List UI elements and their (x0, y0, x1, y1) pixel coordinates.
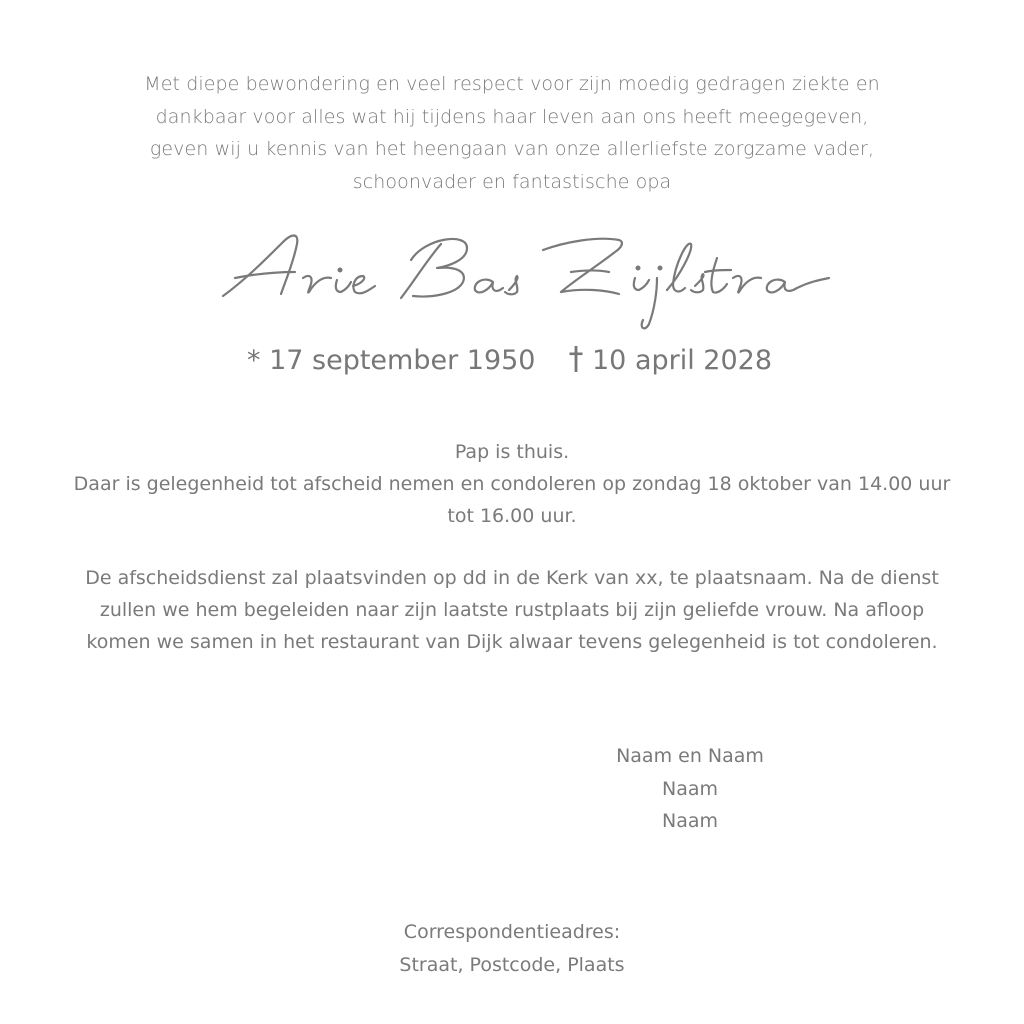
signer-line: Naam (661, 777, 718, 800)
intro-line: geven wij u kennis van het heengaan van onze allerliefste zorgzame vader, (149, 138, 875, 160)
visitation-line: tot 16.00 uur. (447, 505, 577, 527)
correspondence-value: Straat, Postcode, Plaats (399, 953, 625, 976)
intro-line: Met diepe bewondering en veel respect voor zijn moedig gedragen ziekte en (144, 73, 880, 95)
birth-date: * 17 september 1950 (247, 345, 536, 376)
death-date: 10 april 2028 (592, 345, 773, 376)
signers (560, 740, 820, 838)
death-date-group (569, 345, 772, 376)
correspondence-address (362, 916, 662, 981)
intro-line: schoonvader en fantastische opa (352, 170, 672, 193)
visitation-text (40, 436, 984, 532)
deceased-name (205, 220, 855, 340)
cross-icon (569, 345, 583, 373)
signer-line: Naam (661, 810, 718, 832)
intro-line: dankbaar voor alles wat hij tijdens haar leven aan ons heeft meegegeven, (155, 105, 869, 128)
deceased-name-script (205, 220, 855, 340)
service-line: komen we samen in het restaurant van Dijk alwaar tevens gelegenheid is tot condoleren. (86, 631, 938, 653)
service-text (40, 562, 984, 658)
correspondence-label: Correspondentieadres: (403, 921, 621, 943)
service-line: De afscheidsdienst zal plaatsvinden op dd in de Kerk van xx, te plaatsnaam. Na de dienst (85, 567, 939, 589)
signer-line: Naam en Naam (616, 745, 764, 767)
intro-text (100, 68, 924, 198)
visitation-line: Daar is gelegenheid tot afscheid nemen en condoleren op zondag 18 oktober van 14.00 uur (73, 473, 951, 495)
visitation-line: Pap is thuis. (454, 441, 570, 463)
life-dates (0, 345, 1024, 389)
service-line: zullen we hem begeleiden naar zijn laatste rustplaats bij zijn geliefde vrouw. Na afloop (99, 599, 925, 621)
